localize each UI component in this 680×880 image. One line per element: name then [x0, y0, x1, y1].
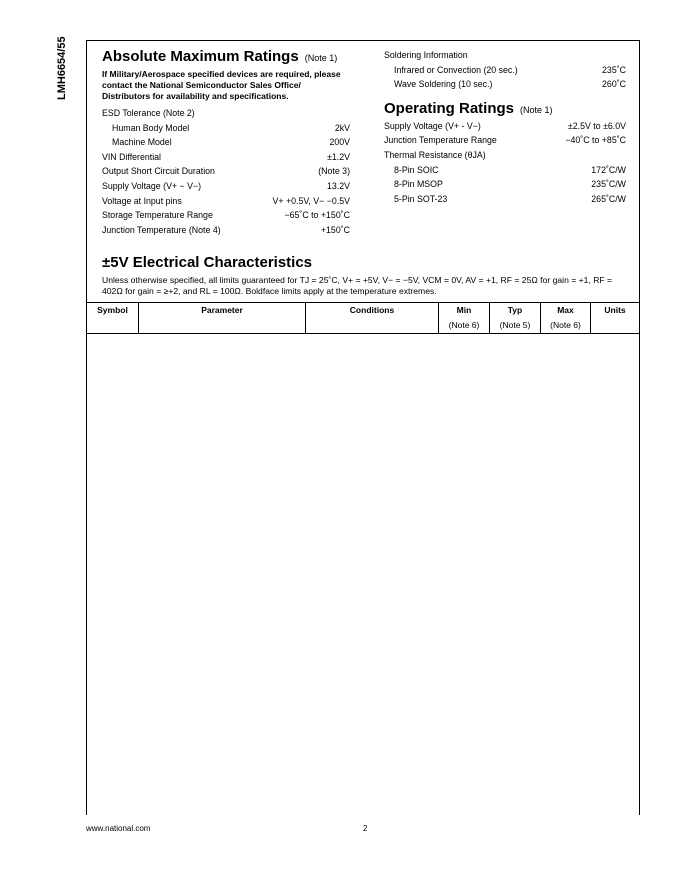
rating-label: Machine Model	[112, 137, 172, 148]
rating-label: Junction Temperature (Note 4)	[102, 224, 221, 235]
rating-value: +150˚C	[320, 224, 350, 235]
rating-label: Thermal Resistance (θJA)	[384, 149, 486, 160]
rating-value: −65˚C to +150˚C	[284, 210, 350, 221]
header-conditions: Conditions	[306, 303, 439, 334]
rating-label: 5-Pin SOT-23	[394, 193, 448, 204]
part-number-label: LMH6654/55	[56, 36, 68, 100]
rating-value: 2kV	[334, 122, 350, 133]
rating-row	[102, 150, 350, 165]
rating-label: Storage Temperature Range	[102, 210, 213, 221]
header-parameter: Parameter	[139, 303, 306, 334]
rating-label: 8-Pin MSOP	[394, 179, 443, 190]
rating-value: 235˚C/W	[591, 179, 626, 190]
rating-row	[102, 106, 350, 121]
op-ratings-title: Operating Ratings (Note 1)	[384, 99, 553, 117]
header-symbol: Symbol	[87, 303, 139, 334]
rating-value: −40˚C to +85˚C	[565, 135, 626, 146]
rating-row	[102, 208, 350, 223]
rating-value: V+ +0.5V, V− −0.5V	[272, 195, 350, 206]
rating-value: ±1.2V	[327, 151, 350, 162]
header-typ: Typ	[490, 303, 541, 319]
rating-value: 200V	[329, 137, 350, 148]
rating-row	[102, 223, 350, 238]
rating-label: Voltage at Input pins	[102, 195, 182, 206]
rating-label: Supply Voltage (V+ − V−)	[102, 180, 202, 191]
rating-label: Human Body Model	[112, 122, 190, 133]
rating-row	[102, 121, 350, 136]
footer-url: www.national.com	[86, 824, 151, 833]
rating-label: 8-Pin SOIC	[394, 164, 439, 175]
rating-row	[102, 179, 350, 194]
rating-row	[384, 177, 626, 192]
rating-label: ESD Tolerance (Note 2)	[102, 108, 195, 118]
rating-value: (Note 3)	[318, 166, 350, 177]
rating-label: Wave Soldering (10 sec.)	[394, 79, 493, 90]
military-warning: If Military/Aerospace specified devices are required, please contact the National Semiconductor Sales Office/ Distributors for availability and specifications.	[102, 69, 341, 101]
abs-max-rows	[102, 106, 350, 237]
rating-row	[384, 63, 626, 78]
rating-label: VIN Differential	[102, 151, 161, 162]
rating-value: ±2.5V to ±6.0V	[567, 120, 626, 131]
soldering-section	[384, 48, 626, 206]
rating-row	[384, 77, 626, 92]
rating-row	[102, 135, 350, 150]
header-units: Units	[591, 303, 640, 334]
electrical-characteristics-table: Symbol Parameter Conditions Min Typ Max Units (Note 6) (Note 5) (Note 6)	[86, 302, 640, 334]
rating-label: Supply Voltage (V+ - V−)	[384, 120, 481, 131]
ec-intro: Unless otherwise specified, all limits guaranteed for TJ = 25˚C, V+ = +5V, V− = −5V, VCM = 0V, AV = +1, RF = 25Ω for gain = +1, RF = 402Ω for gain = ≥+2, and RL = 100Ω. Boldface limits apply at the temperature extremes.	[102, 275, 613, 296]
rating-row	[102, 194, 350, 209]
ec-title: ±5V Electrical Characteristics	[102, 254, 313, 271]
header-max: Max	[541, 303, 591, 319]
table-header	[87, 303, 640, 319]
header-min: Min	[439, 303, 490, 319]
rating-value: 265˚C/W	[591, 193, 626, 204]
abs-max-section	[102, 48, 350, 237]
rating-value: 13.2V	[327, 180, 350, 191]
rating-value: 260˚C	[602, 79, 626, 90]
abs-max-title: Absolute Maximum Ratings (Note 1)	[102, 48, 338, 65]
rating-row	[384, 133, 626, 148]
soldering-title: Soldering Information	[384, 50, 468, 60]
rating-row	[384, 192, 626, 207]
rating-row	[384, 119, 626, 134]
soldering-rows	[384, 63, 626, 92]
rating-value: 235˚C	[602, 64, 626, 75]
rating-row	[384, 163, 626, 178]
page-number: 2	[363, 824, 368, 833]
rating-label: Infrared or Convection (20 sec.)	[394, 64, 518, 75]
rating-row	[102, 164, 350, 179]
rating-value: 172˚C/W	[591, 164, 626, 175]
rating-label: Junction Temperature Range	[384, 135, 497, 146]
rating-row	[384, 148, 626, 163]
op-ratings-rows	[384, 119, 626, 207]
rating-label: Output Short Circuit Duration	[102, 166, 215, 177]
